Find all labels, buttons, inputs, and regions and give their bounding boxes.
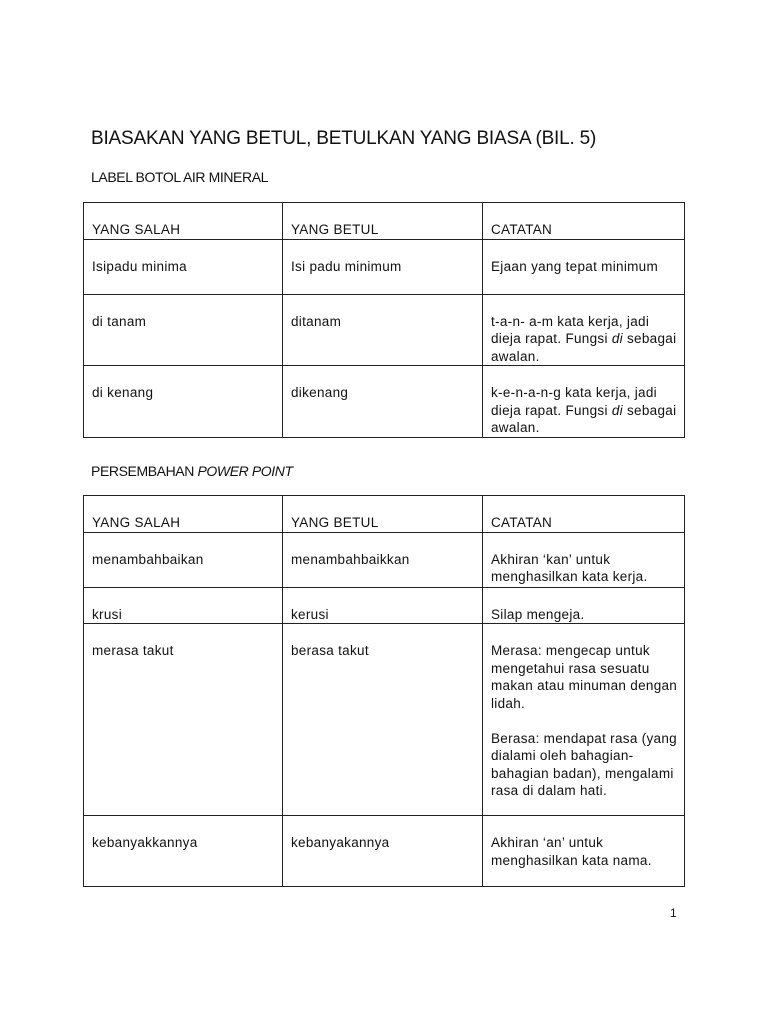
cell-betul: dikenang <box>283 366 483 438</box>
cell-catatan: t-a-n- a-m kata kerja, jadi dieja rapat. Fungsi di sebagai awalan. <box>483 294 685 366</box>
table-power-point <box>83 495 685 887</box>
header-yang-salah: YANG SALAH <box>84 203 283 240</box>
cell-salah: menambahbaikan <box>84 532 283 587</box>
page-number: 1 <box>670 906 677 920</box>
cell-catatan: Akhiran ‘an’ untuk menghasilkan kata nama. <box>483 816 685 887</box>
header-yang-betul: YANG BETUL <box>283 203 483 240</box>
cell-betul: berasa takut <box>283 624 483 816</box>
cell-catatan: Silap mengeja. <box>483 587 685 624</box>
header-yang-salah: YANG SALAH <box>84 496 283 533</box>
table-header-row <box>84 203 685 240</box>
cell-salah: kebanyakkannya <box>84 816 283 887</box>
cell-catatan: Ejaan yang tepat minimum <box>483 239 685 294</box>
cell-salah: di kenang <box>84 366 283 438</box>
table-header-row <box>84 496 685 533</box>
table-row <box>84 366 685 438</box>
cell-betul: menambahbaikkan <box>283 532 483 587</box>
page-title: BIASAKAN YANG BETUL, BETULKAN YANG BIASA (BIL. 5) <box>91 128 597 149</box>
header-catatan: CATATAN <box>483 203 685 240</box>
table-row <box>84 239 685 294</box>
section-title-label-botol: LABEL BOTOL AIR MINERAL <box>91 169 269 185</box>
cell-salah: krusi <box>84 587 283 624</box>
cell-betul: ditanam <box>283 294 483 366</box>
cell-betul: kerusi <box>283 587 483 624</box>
table-row <box>84 624 685 816</box>
header-catatan: CATATAN <box>483 496 685 533</box>
table-row <box>84 532 685 587</box>
cell-salah: di tanam <box>84 294 283 366</box>
cell-catatan: k-e-n-a-n-g kata kerja, jadi dieja rapat. Fungsi di sebagai awalan. <box>483 366 685 438</box>
cell-catatan: Merasa: mengecap untuk mengetahui rasa sesuatu makan atau minuman dengan lidah. Berasa: mendapat rasa (yang dialami oleh bahagian-bahagian badan), mengalami rasa di dalam hati. <box>483 624 685 816</box>
table-row <box>84 816 685 887</box>
table-row <box>84 294 685 366</box>
cell-salah: merasa takut <box>84 624 283 816</box>
cell-salah: Isipadu minima <box>84 239 283 294</box>
section-title-power-point: PERSEMBAHAN POWER POINT <box>91 463 293 479</box>
cell-betul: Isi padu minimum <box>283 239 483 294</box>
table-label-botol <box>83 202 685 438</box>
table-row <box>84 587 685 624</box>
header-yang-betul: YANG BETUL <box>283 496 483 533</box>
cell-betul: kebanyakannya <box>283 816 483 887</box>
cell-catatan: Akhiran ‘kan’ untuk menghasilkan kata kerja. <box>483 532 685 587</box>
